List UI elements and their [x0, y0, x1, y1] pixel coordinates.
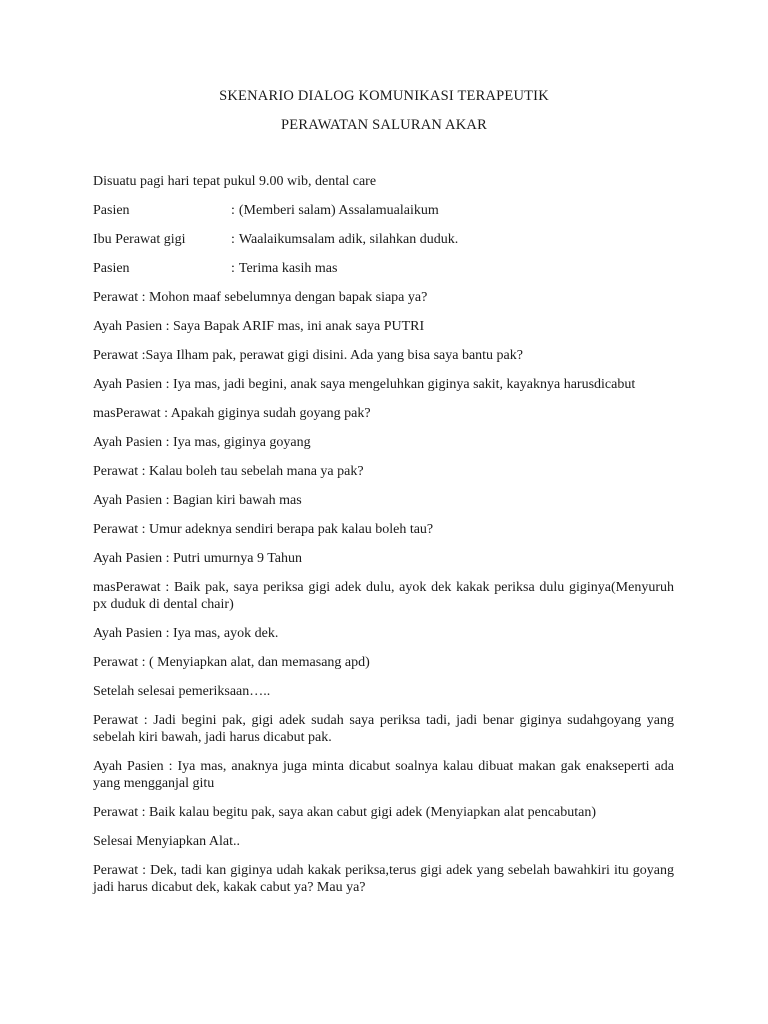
speaker-label: Pasien	[93, 203, 130, 218]
dialog-paragraph: Ayah Pasien : Bagian kiri bawah mas	[93, 493, 302, 508]
dialog-paragraph: Ayah Pasien : Iya mas, anaknya juga minta dicabut soalnya kalau dibuat makan gak enakseperti ada yang mengganjal gitu	[93, 759, 674, 791]
dialog-paragraph: masPerawat : Baik pak, saya periksa gigi adek dulu, ayok dek kakak periksa dulu giginya(Menyuruh px duduk di dental chair)	[93, 580, 674, 612]
dialog-paragraph: Perawat : ( Menyiapkan alat, dan memasang apd)	[93, 655, 370, 670]
document-title: SKENARIO DIALOG KOMUNIKASI TERAPEUTIK	[219, 88, 549, 104]
dialog-paragraph: Setelah selesai pemeriksaan…..	[93, 684, 271, 699]
dialog-paragraph: Perawat : Kalau boleh tau sebelah mana ya pak?	[93, 464, 364, 479]
document-subtitle: PERAWATAN SALURAN AKAR	[281, 117, 487, 133]
speaker-separator: :	[231, 232, 235, 247]
dialog-paragraph: Perawat : Baik kalau begitu pak, saya akan cabut gigi adek (Menyiapkan alat pencabutan)	[93, 805, 597, 820]
dialog-paragraph: Ayah Pasien : Putri umurnya 9 Tahun	[93, 551, 303, 566]
speaker-label: Ibu Perawat gigi	[93, 232, 186, 247]
dialog-paragraph: Ayah Pasien : Saya Bapak ARIF mas, ini anak saya PUTRI	[93, 319, 425, 334]
dialog-paragraph: Perawat : Jadi begini pak, gigi adek sudah saya periksa tadi, jadi benar giginya sudahgoyang yang sebelah kiri bawah, jadi harus dicabut pak.	[93, 713, 674, 745]
intro-paragraph: Disuatu pagi hari tepat pukul 9.00 wib, dental care	[93, 174, 377, 189]
speaker-separator: :	[231, 203, 235, 218]
speaker-label: Pasien	[93, 261, 130, 276]
dialog-row	[93, 260, 674, 277]
dialog-text: Waalaikumsalam adik, silahkan duduk.	[238, 232, 459, 247]
dialog-paragraph: masPerawat : Apakah giginya sudah goyang pak?	[93, 406, 371, 421]
dialog-paragraph: Ayah Pasien : Iya mas, ayok dek.	[93, 626, 279, 641]
dialog-row	[93, 231, 674, 248]
dialog-paragraph: Ayah Pasien : Iya mas, jadi begini, anak saya mengeluhkan giginya sakit, kayaknya harusdicabut	[93, 377, 636, 392]
speaker-separator: :	[231, 261, 235, 276]
document-body	[93, 173, 674, 908]
dialog-paragraph: Perawat : Dek, tadi kan giginya udah kakak periksa,terus gigi adek yang sebelah bawahkiri itu goyang jadi harus dicabut dek, kakak cabut ya? Mau ya?	[93, 863, 674, 895]
dialog-text: Terima kasih mas	[238, 261, 338, 276]
dialog-paragraph: Perawat : Umur adeknya sendiri berapa pak kalau boleh tau?	[93, 522, 434, 537]
dialog-row	[93, 202, 674, 219]
dialog-text: (Memberi salam) Assalamualaikum	[238, 203, 439, 218]
dialog-paragraph: Perawat :Saya Ilham pak, perawat gigi disini. Ada yang bisa saya bantu pak?	[93, 348, 523, 363]
dialog-paragraph: Perawat : Mohon maaf sebelumnya dengan bapak siapa ya?	[93, 290, 428, 305]
dialog-paragraph: Ayah Pasien : Iya mas, giginya goyang	[93, 435, 311, 450]
dialog-paragraph: Selesai Menyiapkan Alat..	[93, 834, 240, 849]
